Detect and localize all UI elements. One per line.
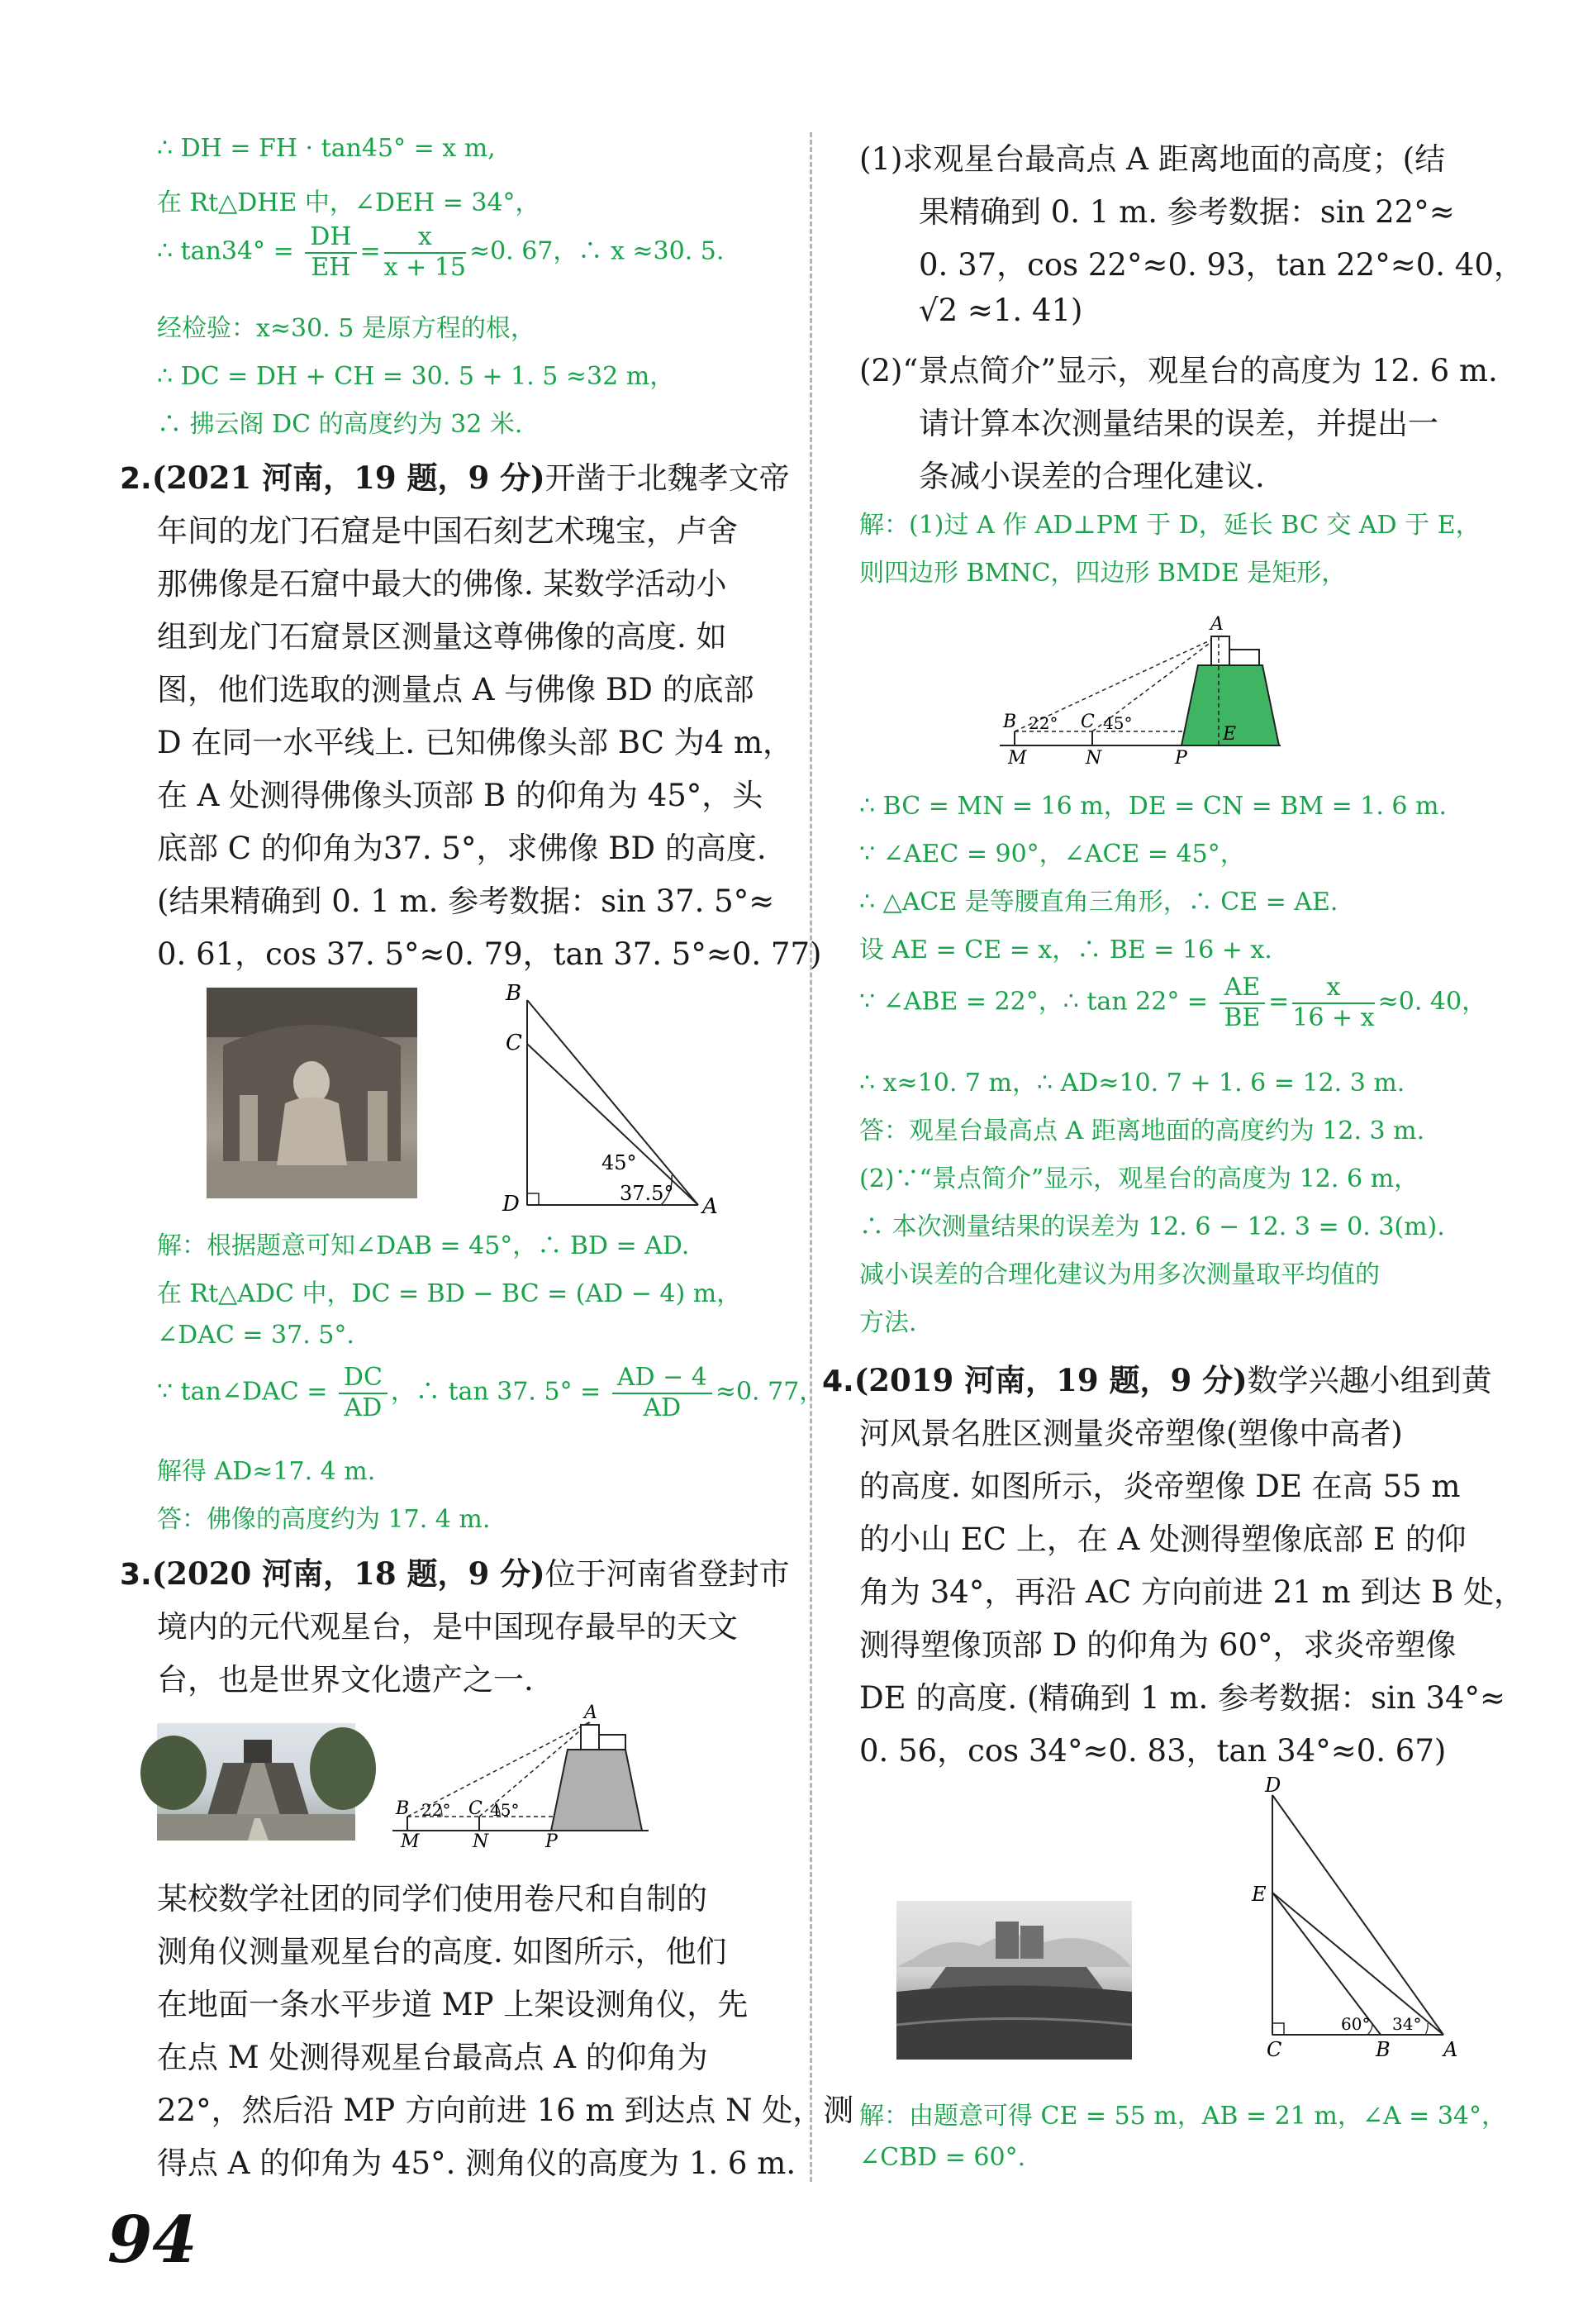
solution-formula: ∵ tan∠DAC = $\frac{DC}{AD}$ ，∴ tan 37. 5° = $\frac{AD - 4}{AD}$ ≈0. 77， — [157, 1363, 825, 1422]
fraction: $\frac{DC}{AD}$ — [339, 1364, 387, 1422]
label-N: N — [1086, 748, 1102, 769]
label-A: A — [1443, 2038, 1458, 2061]
problem-line: 那佛像是石窟中最大的佛像. 某数学活动小 — [157, 566, 727, 602]
label-D: D — [1265, 1774, 1281, 1797]
label-A: A — [1210, 614, 1224, 635]
label-P: P — [1175, 748, 1187, 769]
solution-3-figure — [1000, 612, 1289, 769]
problem-line: 河风景名胜区测量炎帝塑像(塑像中高者) — [859, 1416, 1403, 1451]
problem-line: 条减小误差的合理化建议. — [919, 459, 1265, 494]
label-M: M — [1008, 748, 1027, 769]
problem-line: 组到龙门石窟景区测量这尊佛像的高度. 如 — [157, 619, 727, 655]
fraction: $\frac{AD - 4}{AD}$ — [612, 1364, 712, 1422]
problem-line: 果精确到 0. 1 m. 参考数据：sin 22°≈ — [919, 194, 1455, 230]
problem-line: 角为 34°，再沿 AC 方向前进 21 m 到达 B 处， — [859, 1574, 1525, 1610]
label-C: C — [1081, 712, 1095, 732]
fraction: $\frac{x}{x + 15}$ — [383, 222, 466, 282]
label-C: C — [506, 1031, 522, 1055]
problem-line: 的小山 EC 上，在 A 处测得塑像底部 E 的仰 — [859, 1522, 1467, 1557]
observatory-photo — [157, 1723, 355, 1841]
solution-line: 方法. — [859, 1308, 917, 1337]
problem-line: DE 的高度. (精确到 1 m. 参考数据：sin 34°≈ — [859, 1680, 1506, 1716]
longmen-buddha-photo — [207, 988, 417, 1198]
problem-line: D 在同一水平线上. 已知佛像头部 BC 为4 m， — [157, 725, 794, 760]
problem-line: (结果精确到 0. 1 m. 参考数据：sin 37. 5°≈ — [157, 883, 775, 919]
label-B: B — [1003, 712, 1017, 732]
solution-line: 解：(1)过 A 作 AD⊥PM 于 D，延长 BC 交 AD 于 E， — [859, 511, 1481, 540]
angle-22: 22° — [421, 1800, 451, 1820]
solution-line: 解：根据题意可知∠DAB = 45°，∴ BD = AD. — [157, 1231, 690, 1260]
angle-60: 60° — [1341, 2014, 1371, 2034]
solution-line: 在 Rt△DHE 中，∠DEH = 34°， — [157, 188, 540, 217]
problem-line: √2 ≈1. 41) — [919, 293, 1083, 328]
label-E: E — [1252, 1883, 1267, 1906]
label-B: B — [506, 981, 522, 1006]
problem-line: 0. 61，cos 37. 5°≈0. 79，tan 37. 5°≈0. 77) — [157, 936, 822, 972]
fraction: $\frac{AE}{BE}$ — [1220, 974, 1266, 1032]
problem-line: 22°，然后沿 MP 方向前进 16 m 到达点 N 处，测 — [157, 2093, 854, 2128]
solution-line: ∴ BC = MN = 16 m，DE = CN = BM = 1. 6 m. — [859, 792, 1448, 821]
solution-line: ∴ △ACE 是等腰直角三角形，∴ CE = AE. — [859, 888, 1338, 917]
problem-line: 测角仪测量观星台的高度. 如图所示，他们 — [157, 1934, 727, 1969]
problem-3-stem: 3.(2020 河南，18 题，9 分)位于河南省登封市 — [120, 1555, 790, 1592]
angle-22: 22° — [1029, 713, 1058, 733]
solution-line: (2)∵“景点简介”显示，观星台的高度为 12. 6 m， — [859, 1164, 1419, 1193]
problem-line: 图，他们选取的测量点 A 与佛像 BD 的底部 — [157, 672, 754, 707]
problem-4-stem: 4.(2019 河南，19 题，9 分)数学兴趣小组到黄 — [822, 1362, 1492, 1398]
angle-45: 45° — [1103, 713, 1133, 733]
angle-45: 45° — [601, 1151, 637, 1174]
solution-line: 则四边形 BMNC，四边形 BMDE 是矩形， — [859, 559, 1347, 588]
label-C: C — [468, 1798, 483, 1819]
statue-photo-art — [896, 1901, 1132, 2060]
label-P: P — [545, 1831, 558, 1852]
problem-line: 测得塑像顶部 D 的仰角为 60°，求炎帝塑像 — [859, 1627, 1457, 1663]
label-A: A — [702, 1194, 718, 1219]
yandi-statue-photo — [896, 1901, 1132, 2060]
label-E: E — [1223, 724, 1237, 745]
solution-line: 在 Rt△ADC 中，DC = BD − BC = (AD − 4) m， — [157, 1279, 742, 1308]
problem-line: 在 A 处测得佛像头顶部 B 的仰角为 45°，头 — [157, 778, 763, 813]
problem-2-stem: 2.(2021 河南，19 题，9 分)开凿于北魏孝文帝 — [120, 460, 790, 496]
label-M: M — [401, 1831, 420, 1852]
solution-formula: ∴ tan34° = $\frac{DH}{EH}$ = $\frac{x}{x + 15}$ ≈0. 67，∴ x ≈30. 5. — [157, 222, 725, 282]
fraction: $\frac{DH}{EH}$ — [305, 223, 356, 282]
solution-line: ∴ 本次测量结果的误差为 12. 6 − 12. 3 = 0. 3(m). — [859, 1212, 1445, 1241]
label-N: N — [473, 1831, 489, 1852]
problem-line: 境内的元代观星台，是中国现存最早的天文 — [157, 1609, 738, 1645]
solution-line: 答：观星台最高点 A 距离地面的高度约为 12. 3 m. — [859, 1117, 1425, 1145]
angle-34: 34° — [1392, 2014, 1422, 2034]
label-A: A — [584, 1703, 597, 1723]
problem-line: 的高度. 如图所示，炎帝塑像 DE 在高 55 m — [859, 1469, 1461, 1504]
solution-formula: ∵ ∠ABE = 22°，∴ tan 22° = $\frac{AE}{BE}$ = $\frac{x}{16 + x}$ ≈0. 40， — [859, 973, 1487, 1032]
column-divider — [810, 132, 812, 2182]
label-D: D — [502, 1192, 520, 1217]
solution-line: ∴ x≈10. 7 m，∴ AD≈10. 7 + 1. 6 = 12. 3 m. — [859, 1069, 1405, 1098]
problem-2-figure — [502, 981, 727, 1219]
problem-3-figure — [392, 1698, 665, 1852]
solution-line: ∴ 拂云阁 DC 的高度约为 32 米. — [157, 410, 523, 439]
solution-line: 答：佛像的高度约为 17. 4 m. — [157, 1505, 491, 1534]
problem-line: 请计算本次测量结果的误差，并提出一 — [919, 406, 1438, 441]
label-B: B — [396, 1798, 410, 1819]
problem-line: 0. 56，cos 34°≈0. 83，tan 34°≈0. 67) — [859, 1733, 1447, 1769]
problem-line: 台，也是世界文化遗产之一. — [157, 1662, 534, 1698]
observatory-photo-art — [157, 1723, 355, 1841]
solution-line: 设 AE = CE = x，∴ BE = 16 + x. — [859, 936, 1272, 964]
problem-line: (1)求观星台最高点 A 距离地面的高度；(结 — [859, 141, 1446, 177]
angle-37-5: 37.5° — [620, 1182, 674, 1205]
label-B: B — [1376, 2038, 1391, 2061]
solution-line: 减小误差的合理化建议为用多次测量取平均值的 — [859, 1260, 1380, 1289]
solution-line: 解得 AD≈17. 4 m. — [157, 1457, 376, 1486]
solution-line: 经检验：x≈30. 5 是原方程的根， — [157, 314, 535, 343]
problem-4-figure — [1227, 1774, 1475, 2061]
buddha-photo-art — [207, 988, 417, 1198]
page-number: 94 — [107, 2203, 197, 2278]
angle-45: 45° — [490, 1800, 520, 1820]
solution-line: ∴ DH = FH · tan45° = x m, — [157, 134, 496, 163]
problem-line: 得点 A 的仰角为 45°. 测角仪的高度为 1. 6 m. — [157, 2145, 796, 2181]
problem-line: 在点 M 处测得观星台最高点 A 的仰角为 — [157, 2040, 708, 2075]
problem-line: 某校数学社团的同学们使用卷尺和自制的 — [157, 1881, 707, 1917]
problem-line: 在地面一条水平步道 MP 上架设测角仪，先 — [157, 1987, 749, 2022]
problem-line: 0. 37，cos 22°≈0. 93，tan 22°≈0. 40， — [919, 247, 1524, 283]
fraction: $\frac{x}{16 + x}$ — [1292, 973, 1375, 1032]
solution-line: ∵ ∠AEC = 90°，∠ACE = 45°， — [859, 840, 1245, 869]
solution-line: ∠CBD = 60°. — [859, 2143, 1026, 2172]
solution-line: ∴ DC = DH + CH = 30. 5 + 1. 5 ≈32 m， — [157, 362, 675, 391]
solution-line: 解：由题意可得 CE = 55 m，AB = 21 m，∠A = 34°， — [859, 2102, 1507, 2131]
problem-line: (2)“景点简介”显示，观星台的高度为 12. 6 m. — [859, 353, 1498, 388]
problem-line: 底部 C 的仰角为37. 5°，求佛像 BD 的高度. — [157, 831, 767, 866]
solution-line: ∠DAC = 37. 5°. — [157, 1321, 354, 1350]
problem-line: 年间的龙门石窟是中国石刻艺术瑰宝，卢舍 — [157, 513, 738, 549]
label-C: C — [1267, 2038, 1282, 2061]
